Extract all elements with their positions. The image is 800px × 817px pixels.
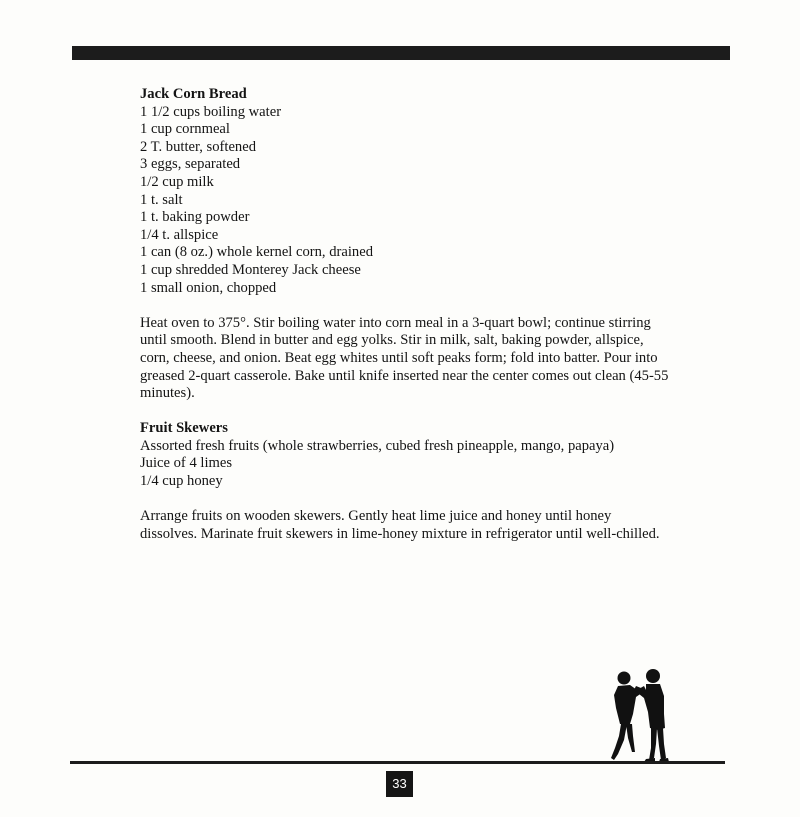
ingredient-item: 1/2 cup milk bbox=[140, 173, 214, 190]
ingredient-item: 1 cup cornmeal bbox=[140, 121, 230, 138]
ingredient-item: 1 t. baking powder bbox=[140, 209, 250, 226]
page-number: 33 bbox=[386, 771, 413, 797]
ingredient-list bbox=[140, 438, 700, 491]
recipe-fruit-skewers bbox=[140, 420, 700, 543]
ingredient-item: 1/4 t. allspice bbox=[140, 226, 219, 243]
dancing-couple-silhouette-icon bbox=[606, 662, 676, 766]
top-rule bbox=[72, 46, 730, 60]
ingredient-item: Assorted fresh fruits (whole strawberries, cubed fresh pineapple, mango, papaya) bbox=[140, 437, 615, 454]
bottom-rule bbox=[70, 761, 725, 764]
ingredient-item: 1 t. salt bbox=[140, 191, 183, 208]
ingredient-item: 1/4 cup honey bbox=[140, 473, 223, 490]
recipe-page-content bbox=[140, 86, 700, 543]
ingredient-item: 1 small onion, chopped bbox=[140, 279, 277, 296]
ingredient-item: 1 1/2 cups boiling water bbox=[140, 103, 282, 120]
recipe-instructions: Arrange fruits on wooden skewers. Gently heat lime juice and honey until honey dissolves. Marinate fruit skewers in lime-honey mixture in refrigerator until well-chilled. bbox=[140, 508, 660, 542]
ingredient-list bbox=[140, 104, 700, 298]
ingredient-item: 1 cup shredded Monterey Jack cheese bbox=[140, 261, 361, 278]
recipe-title: Jack Corn Bread bbox=[140, 86, 247, 102]
recipe-instructions: Heat oven to 375°. Stir boiling water into corn meal in a 3-quart bowl; continue stirring until smooth. Blend in butter and egg yolks. Stir in milk, salt, baking powder, allspice, corn, cheese, and onion. Beat egg whites until soft peaks form; fold into batter. Pour into greased 2-quart casserole. Bake until knife inserted near the center comes out clean (45-55 minutes). bbox=[140, 314, 669, 402]
ingredient-item: 2 T. butter, softened bbox=[140, 138, 257, 155]
recipe-title: Fruit Skewers bbox=[140, 420, 228, 437]
ingredient-item: Juice of 4 limes bbox=[140, 455, 233, 472]
ingredient-item: 3 eggs, separated bbox=[140, 156, 241, 173]
ingredient-item: 1 can (8 oz.) whole kernel corn, drained bbox=[140, 244, 373, 261]
recipe-jack-corn-bread bbox=[140, 86, 700, 403]
